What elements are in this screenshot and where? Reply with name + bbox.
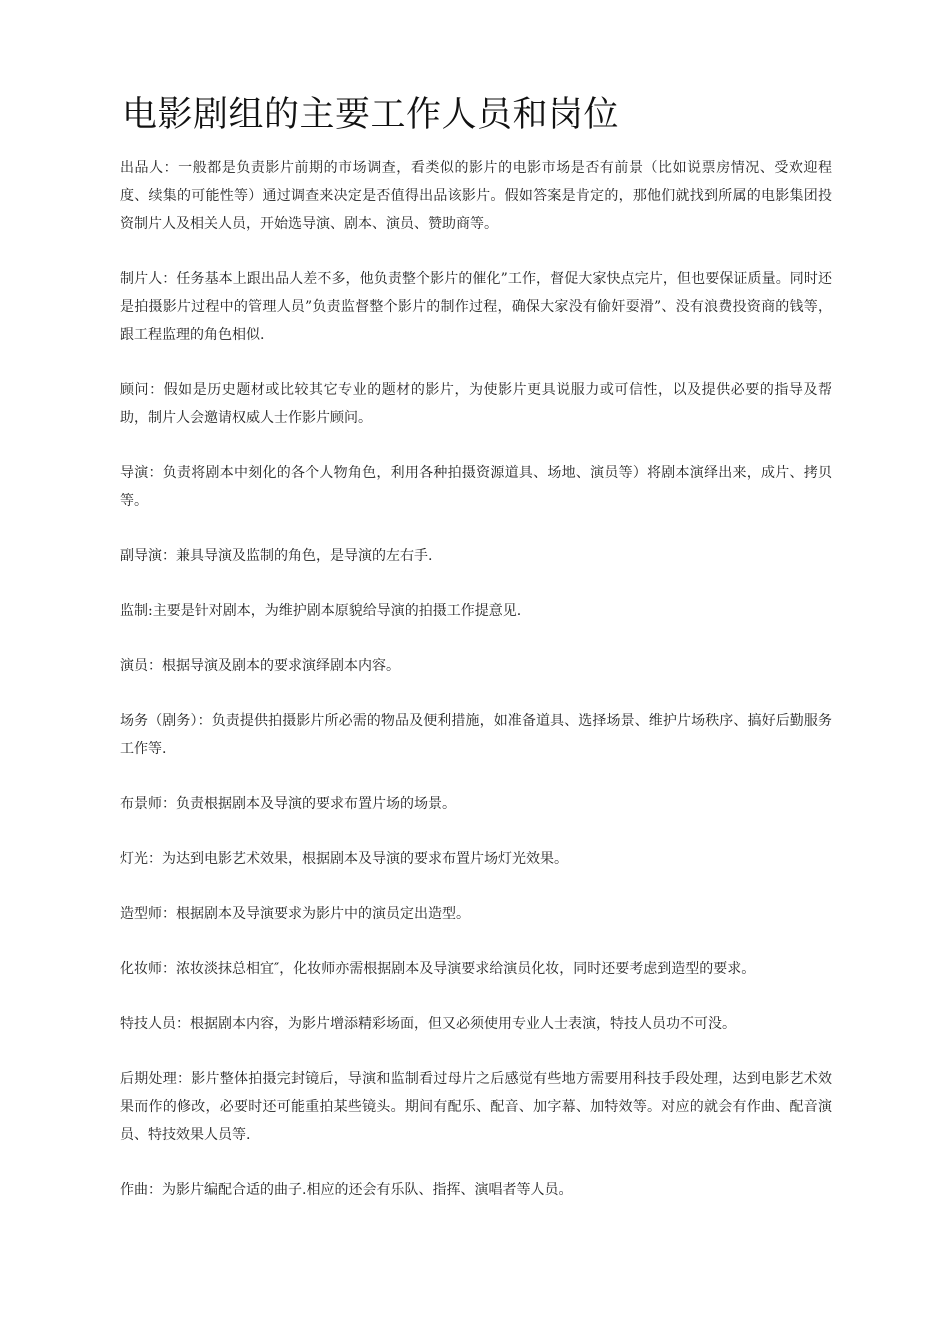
section-stunt-crew: 特技人员：根据剧本内容，为影片增添精彩场面，但又必须使用专业人士表演，特技人员功不可没。 [120, 1016, 736, 1032]
section-lighting: 灯光：为达到电影艺术效果，根据剧本及导演的要求布置片场灯光效果。 [120, 851, 568, 867]
document-body [120, 154, 832, 1231]
section-producer-investor: 出品人：一般都是负责影片前期的市场调查，看类似的影片的电影市场是否有前景（比如说票房情况、受欢迎程度、续集的可能性等）通过调查来决定是否值得出品该影片。假如答案是肯定的，那他们就找到所属的电影集团投资制片人及相关人员，开始选导演、剧本、演员、赞助商等。 [120, 160, 832, 232]
section-supervisor: 监制:主要是针对剧本，为维护剧本原貌给导演的拍摄工作提意见. [120, 603, 522, 619]
section-stylist: 造型师：根据剧本及导演要求为影片中的演员定出造型。 [120, 906, 470, 922]
section-set-designer: 布景师：负责根据剧本及导演的要求布置片场的场景。 [120, 796, 456, 812]
section-assistant-director: 副导演：兼具导演及监制的角色，是导演的左右手. [120, 548, 433, 564]
section-producer: 制片人：任务基本上跟出品人差不多，他负责整个影片的催化”工作，督促大家快点完片，但也要保证质量。同时还是拍摄影片过程中的管理人员”负责监督整个影片的制作过程，确保大家没有偷奸耍滑”、没有浪费投资商的钱等，跟工程监理的角色相似. [120, 271, 832, 343]
section-post-production: 后期处理：影片整体拍摄完封镜后，导演和监制看过母片之后感觉有些地方需要用科技手段处理，达到电影艺术效果而作的修改，必要时还可能重拍某些镜头。期间有配乐、配音、加字幕、加特效等。对应的就会有作曲、配音演员、特技效果人员等. [120, 1071, 832, 1143]
section-actor: 演员：根据导演及剧本的要求演绎剧本内容。 [120, 658, 400, 674]
section-composer: 作曲：为影片编配合适的曲子.相应的还会有乐队、指挥、演唱者等人员。 [120, 1182, 573, 1198]
section-makeup-artist: 化妆师：浓妆淡抹总相宜″，化妆师亦需根据剧本及导演要求给演员化妆，同时还要考虑到造型的要求。 [120, 961, 756, 977]
section-director: 导演：负责将剧本中刻化的各个人物角色，利用各种拍摄资源道具、场地、演员等）将剧本演绎出来，成片、拷贝等。 [120, 465, 832, 509]
section-set-affairs: 场务（剧务）：负责提供拍摄影片所必需的物品及便利措施，如准备道具、选择场景、维护片场秩序、搞好后勤服务工作等. [120, 713, 832, 757]
document-title: 电影剧组的主要工作人员和岗位 [122, 95, 620, 135]
section-consultant: 顾问：假如是历史题材或比较其它专业的题材的影片，为使影片更具说服力或可信性，以及提供必要的指导及帮助，制片人会邀请权威人士作影片顾问。 [120, 382, 832, 426]
